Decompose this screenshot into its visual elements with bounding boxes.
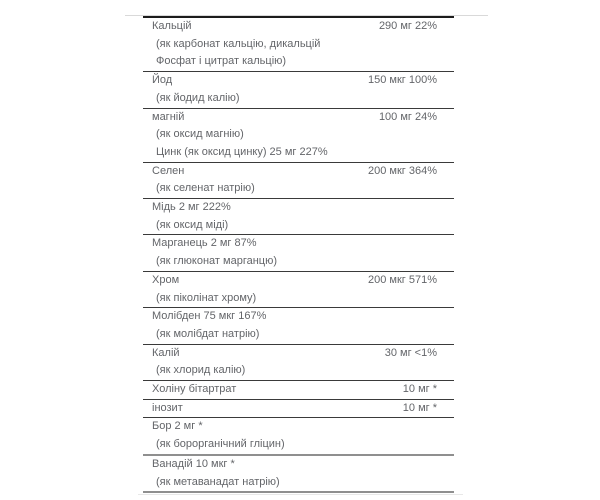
nutrient-line: [143, 381, 454, 399]
table-row: [143, 162, 454, 198]
nutrient-amount: 10 мг *: [402, 383, 437, 396]
nutrient-amount: 200 мкг 571%: [368, 273, 437, 286]
nutrient-line: [143, 418, 454, 436]
nutrient-name: Ванадій 10 мкг *: [152, 457, 235, 470]
table-row: [143, 380, 454, 399]
nutrient-source: (як піколінат хрому): [156, 291, 257, 304]
nutrient-amount: 30 мг <1%: [384, 346, 437, 359]
bottom-hairline-divider: [138, 494, 463, 495]
nutrient-name: магній: [152, 110, 185, 123]
nutrient-line: [143, 163, 454, 181]
nutrient-name: Хром: [152, 273, 180, 286]
nutrient-name: Марганець 2 мг 87%: [152, 237, 257, 250]
nutrient-source: (як селенат натрію): [156, 182, 255, 195]
supplement-facts-table: [143, 16, 454, 493]
nutrient-name: Йод: [152, 74, 173, 87]
nutrient-name: Холіну бітартрат: [152, 383, 237, 396]
table-row: [143, 18, 454, 71]
nutrient-line: [143, 109, 454, 127]
nutrient-name: Кальцій: [152, 20, 192, 32]
nutrient-name: інозит: [152, 401, 183, 414]
nutrient-source: (як борорганічний гліцин): [156, 438, 285, 451]
table-row: [143, 271, 454, 307]
nutrient-source: (як карбонат кальцію, дикальцій: [156, 37, 321, 50]
nutrient-line: [143, 199, 454, 217]
nutrient-line: [143, 400, 454, 418]
table-row: [143, 234, 454, 270]
nutrient-name: Бор 2 мг *: [152, 420, 203, 433]
nutrient-source: (як глюконат марганцю): [156, 255, 277, 268]
nutrient-line: [143, 308, 454, 326]
nutrient-name: Селен: [152, 164, 185, 177]
nutrient-amount: 150 мкг 100%: [368, 74, 437, 87]
table-row: [143, 344, 454, 380]
nutrient-line: [143, 345, 454, 363]
nutrient-line: [143, 272, 454, 290]
table-row: [143, 454, 454, 491]
nutrient-source: (як метаванадат натрію): [156, 475, 280, 488]
nutrient-line: [143, 456, 454, 474]
nutrient-amount: 100 мг 24%: [378, 110, 437, 123]
nutrient-source: (як оксид магнію): [156, 128, 244, 141]
table-row: [143, 71, 454, 107]
nutrient-amount: 200 мкг 364%: [368, 164, 437, 177]
nutrient-source: Фосфат і цитрат кальцію): [156, 55, 287, 68]
nutrient-name: Молібден 75 мкг 167%: [152, 310, 267, 323]
nutrient-amount: 10 мг *: [402, 401, 437, 414]
table-row: [143, 198, 454, 234]
nutrient-name: Калій: [152, 346, 180, 359]
nutrient-line: [143, 72, 454, 90]
nutrient-name: Мідь 2 мг 222%: [152, 201, 231, 214]
nutrient-line: [143, 235, 454, 253]
nutrient-amount: 290 мг 22%: [378, 20, 437, 32]
nutrient-source: (як хлорид калію): [156, 364, 246, 377]
nutrient-source: Цинк (як оксид цинку) 25 мг 227%: [156, 145, 328, 158]
table-row: [143, 108, 454, 162]
nutrient-source: (як йодид калію): [156, 91, 240, 104]
nutrient-source: (як оксид міді): [156, 218, 229, 231]
table-row: [143, 417, 454, 453]
table-row: [143, 307, 454, 343]
table-row: [143, 399, 454, 418]
nutrient-source: (як молібдат натрію): [156, 327, 260, 340]
nutrient-line: [143, 18, 454, 36]
